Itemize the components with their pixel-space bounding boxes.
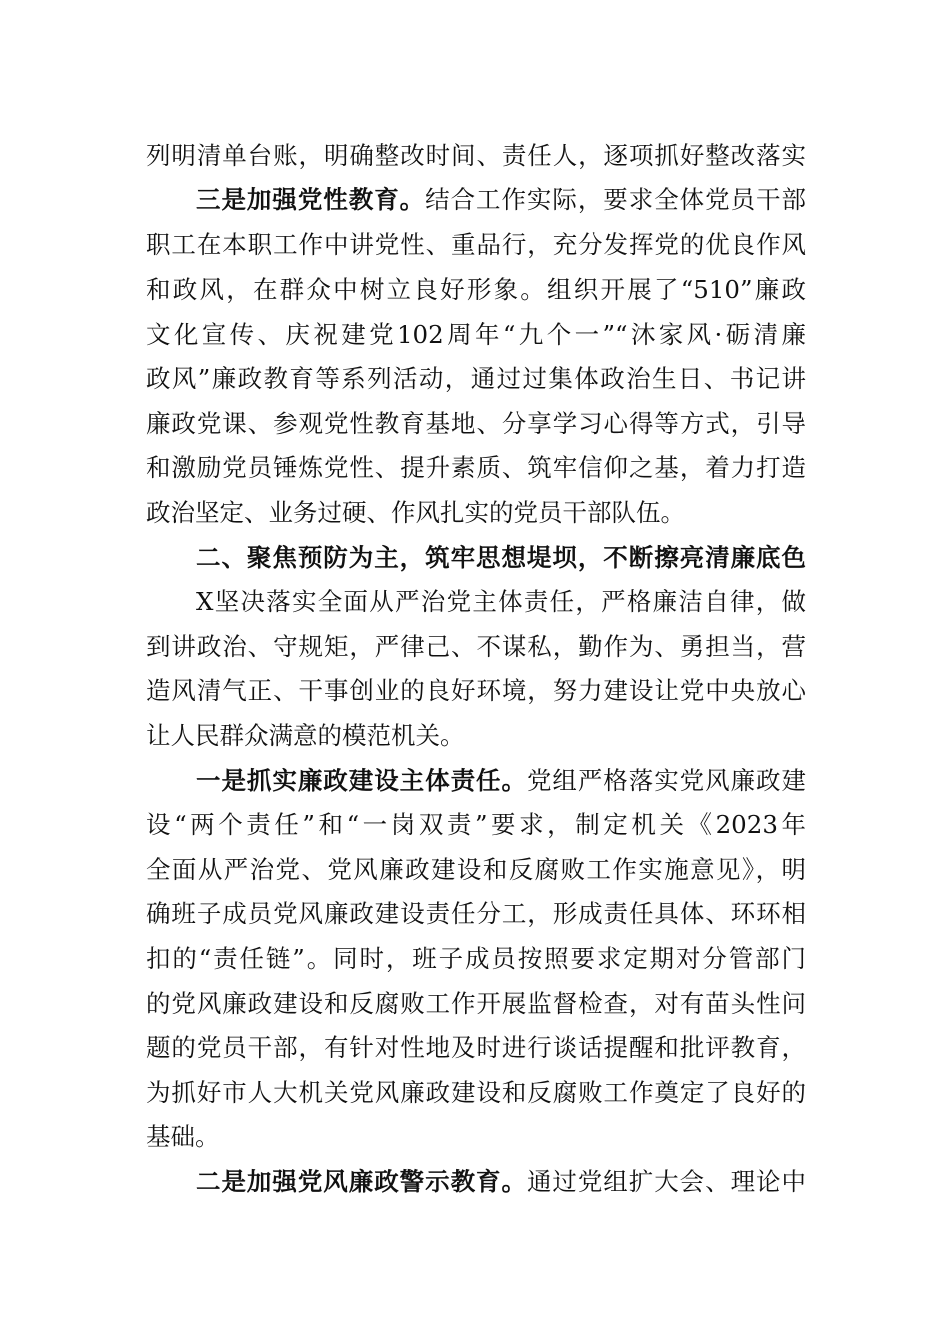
text-line: 全面从严治党、党风廉政建设和反腐败工作实施意见》，明 <box>146 855 806 884</box>
text-line: 列明清单台账，明确整改时间、责任人，逐项抓好整改落实 <box>146 141 806 170</box>
paragraph-heading-line: 三是加强党性教育。结合工作实际，要求全体党员干部 <box>196 185 806 214</box>
paragraph-heading-line: 二是加强党风廉政警示教育。通过党组扩大会、理论中 <box>196 1167 807 1196</box>
paragraph-heading-line: 一是抓实廉政建设主体责任。党组严格落实党风廉政建 <box>196 766 807 795</box>
text-line: 廉政党课、参观党性教育基地、分享学习心得等方式，引导 <box>146 409 806 438</box>
text-line: 设“两个责任”和“一岗双责”要求，制定机关《2023年 <box>146 810 806 839</box>
bold-lead: 二是加强党风廉政警示教育。 <box>196 1167 527 1196</box>
text-line: X坚决落实全面从严治党主体责任，严格廉洁自律，做 <box>196 587 806 616</box>
text-line: 为抓好市人大机关党风廉政建设和反腐败工作奠定了良好的 <box>146 1078 806 1107</box>
section-heading <box>196 543 806 573</box>
text-line: 和激励党员锤炼党性、提升素质、筑牢信仰之基，着力打造 <box>146 453 806 482</box>
text-line: 和政风，在群众中树立良好形象。组织开展了“510”廉政 <box>146 275 806 304</box>
text-line: 基础。 <box>146 1122 220 1151</box>
section-heading-text: 二、聚焦预防为主，筑牢思想堤坝，不断擦亮清廉底色 <box>196 543 806 572</box>
text-line: 造风清气正、干事创业的良好环境，努力建设让党中央放心 <box>146 676 806 705</box>
text-line: 文化宣传、庆祝建党102周年“九个一”“沐家风·砺清廉 <box>146 320 806 349</box>
text-line: 题的党员干部，有针对性地及时进行谈话提醒和批评教育， <box>146 1033 806 1062</box>
bold-lead: 一是抓实廉政建设主体责任。 <box>196 766 527 795</box>
text-line: 政风”廉政教育等系列活动，通过过集体政治生日、书记讲 <box>146 364 806 393</box>
bold-lead: 三是加强党性教育。 <box>196 185 426 214</box>
text-line: 到讲政治、守规矩，严律己、不谋私，勤作为、勇担当，营 <box>146 632 806 661</box>
text-line: 让人民群众满意的模范机关。 <box>146 721 465 750</box>
text-line: 政治坚定、业务过硬、作风扎实的党员干部队伍。 <box>146 498 685 527</box>
text-line: 确班子成员党风廉政建设责任分工，形成责任具体、环环相 <box>146 899 806 928</box>
text-line: 扣的“责任链”。同时，班子成员按照要求定期对分管部门 <box>146 944 806 973</box>
text-line: 的党风廉政建设和反腐败工作开展监督检查，对有苗头性问 <box>146 989 806 1018</box>
text-line: 职工在本职工作中讲党性、重品行，充分发挥党的优良作风 <box>146 230 806 259</box>
